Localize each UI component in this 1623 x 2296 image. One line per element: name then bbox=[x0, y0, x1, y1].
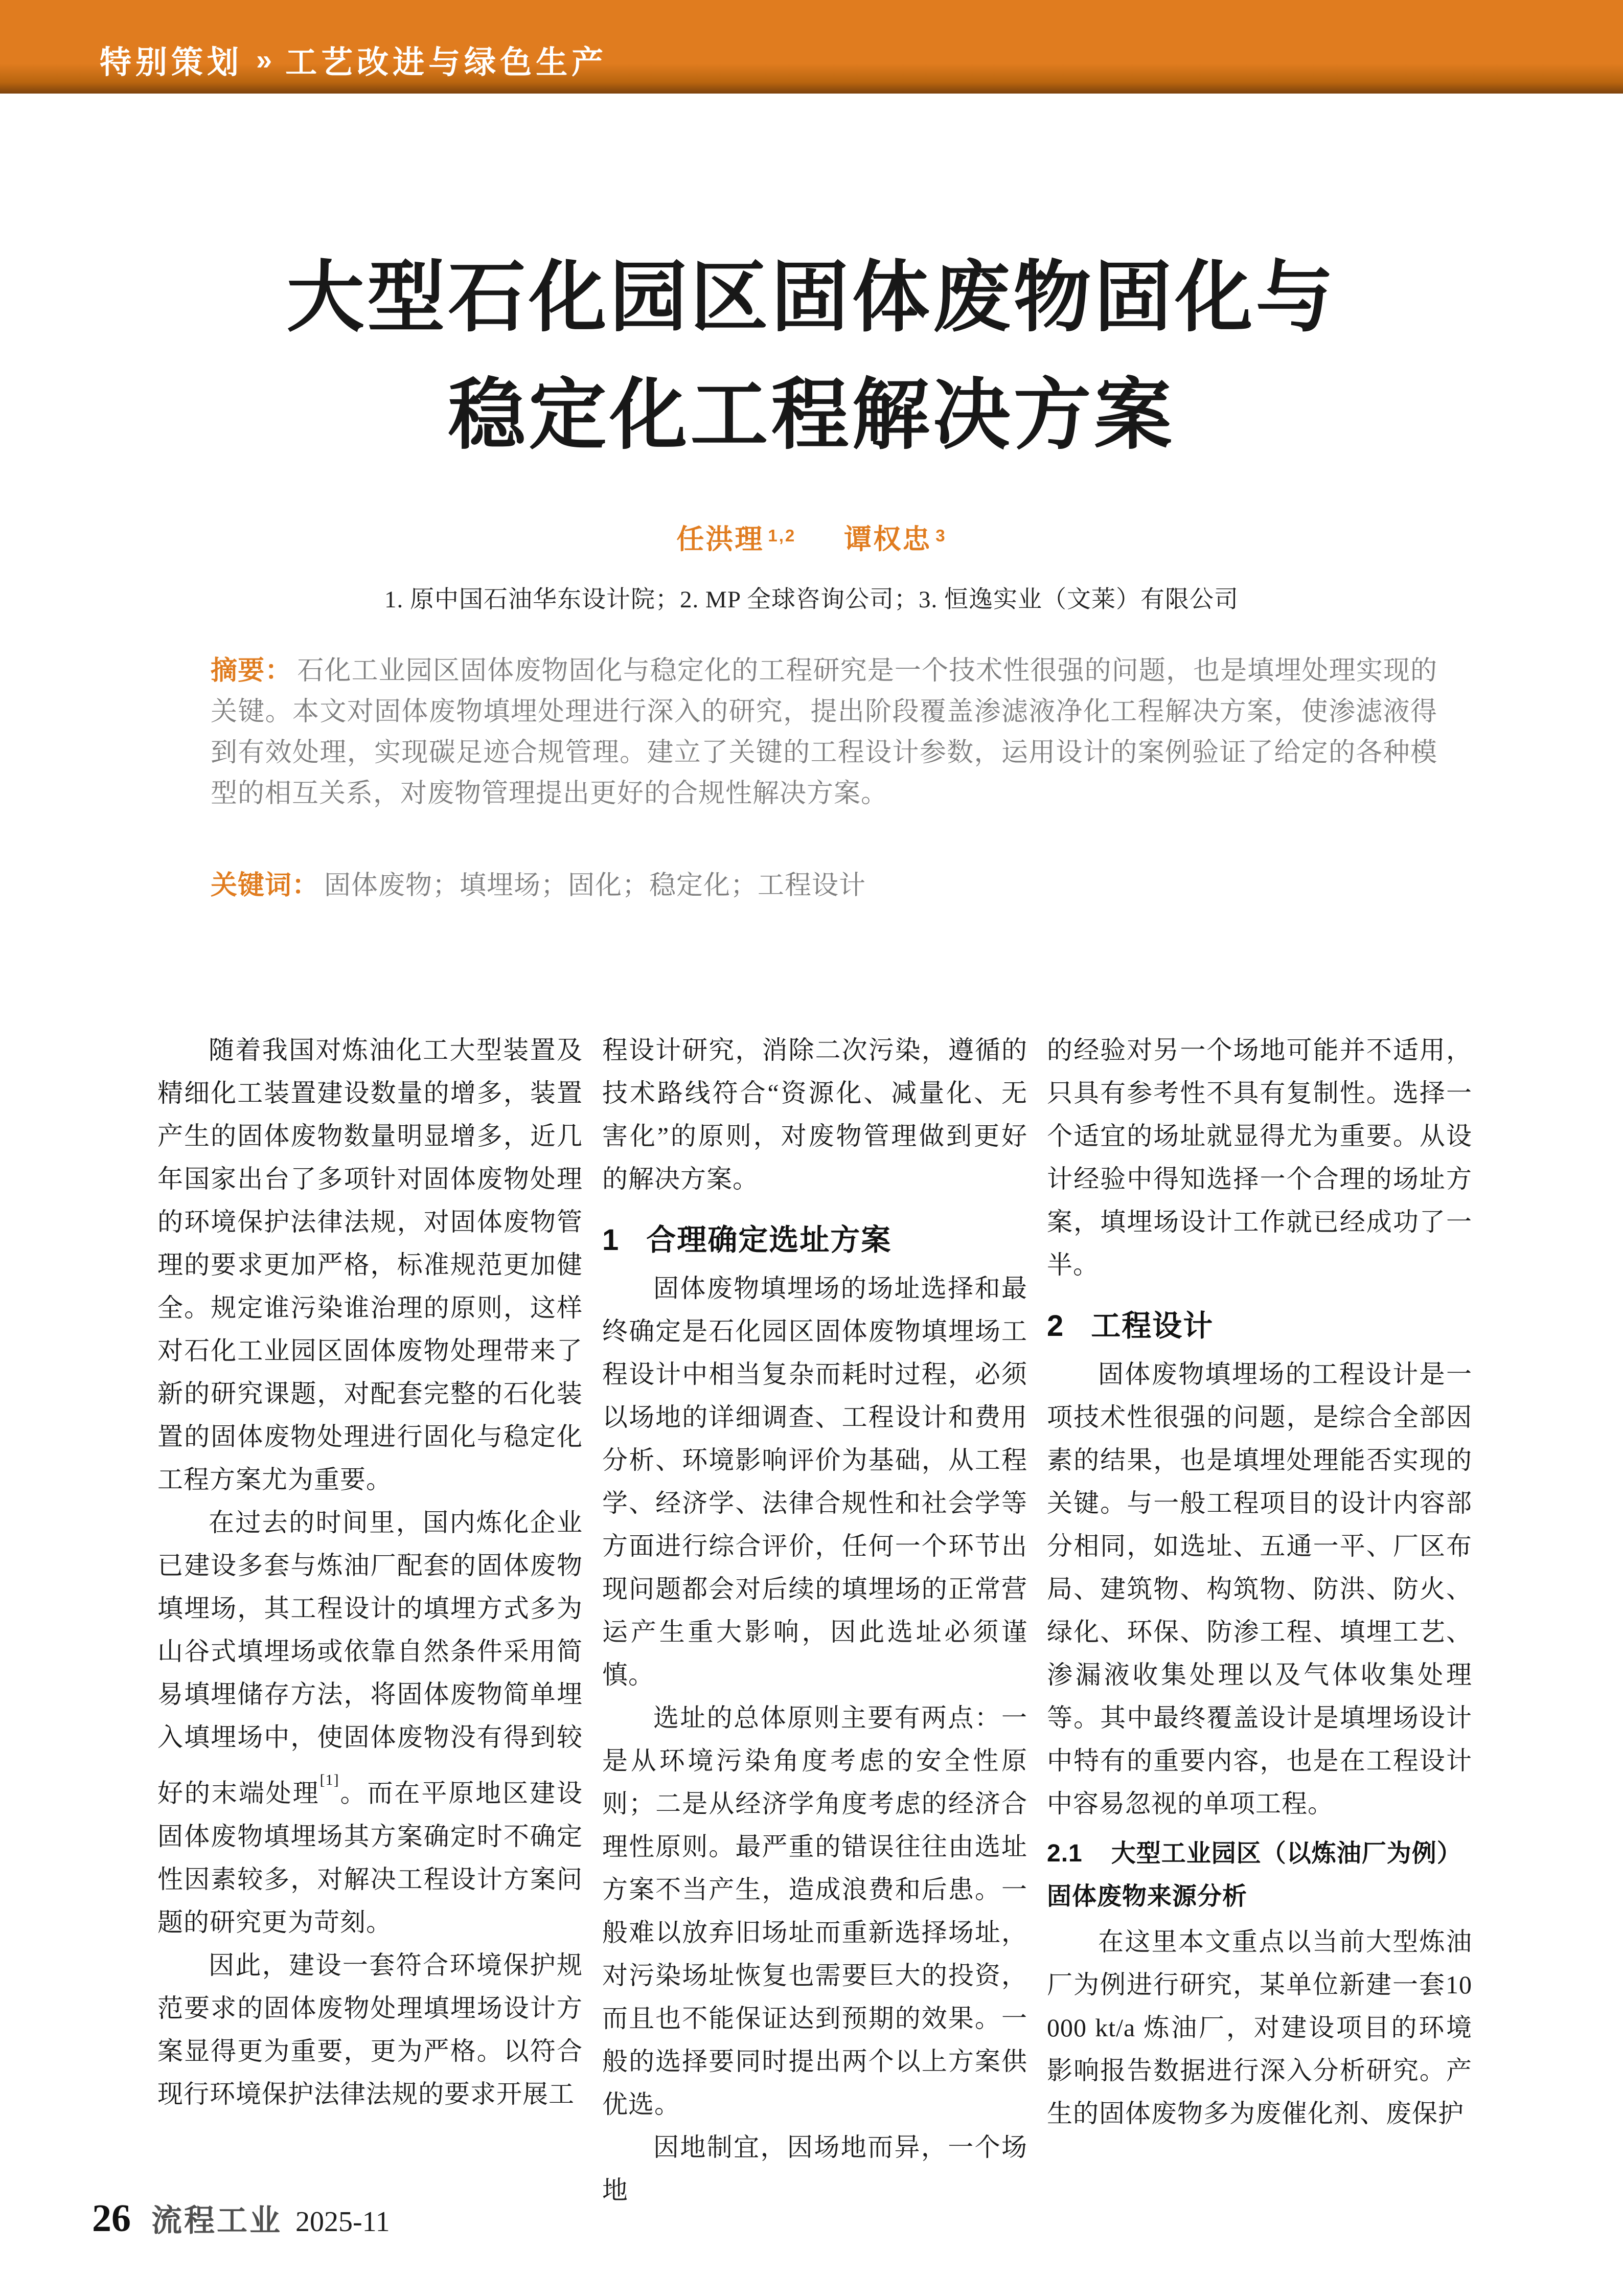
body-column-1 bbox=[157, 1029, 583, 2116]
header-section-label: 特别策划 bbox=[100, 45, 243, 80]
section-number: 1 bbox=[602, 1223, 620, 1257]
page-header-bar bbox=[0, 0, 1623, 94]
magazine-name: 流程工业 bbox=[151, 2204, 282, 2238]
paragraph: 固体废物填埋场的工程设计是一项技术性很强的问题，是综合全部因素的结果，也是填埋处理能否实现的关键。与一般工程项目的设计内容部分相同，如选址、五通一平、厂区布局、建筑物、构筑物、防洪、防火、绿化、环保、防渗工程、填埋工艺、渗漏液收集处理以及气体收集处理等。其中最终覆盖设计是填埋场设计中特有的重要内容，也是在工程设计中容易忽视的单项工程。 bbox=[1047, 1360, 1472, 1818]
paragraph-continuation: 程设计研究，消除二次污染，遵循的技术路线符合“资源化、减量化、无害化”的原则，对废物管理做到更好的解决方案。 bbox=[602, 1036, 1027, 1193]
header-topic-label: 工艺改进与绿色生产 bbox=[285, 45, 608, 80]
article-title bbox=[0, 239, 1623, 474]
keywords-block bbox=[211, 865, 1437, 906]
author-2-name: 谭权忠 bbox=[844, 524, 932, 555]
author-1 bbox=[676, 524, 796, 555]
author-1-name: 任洪理 bbox=[676, 524, 764, 555]
page-footer bbox=[92, 2196, 390, 2241]
author-1-affiliation-sup: 1,2 bbox=[768, 526, 796, 545]
reference-marker: [1] bbox=[319, 1771, 339, 1788]
chevron-right-icon: » bbox=[256, 43, 272, 76]
section-heading-2 bbox=[1047, 1307, 1472, 1346]
paragraph: 在这里本文重点以当前大型炼油厂为例进行研究，某单位新建一套10 000 kt/a 炼油厂，对建设项目的环境影响报告数据进行深入分析研究。产生的固体废物多为废催化剂、废保护 bbox=[1047, 1927, 1472, 2128]
body-column-2 bbox=[602, 1029, 1027, 2212]
keywords-text: 固体废物；填埋场；固化；稳定化；工程设计 bbox=[324, 871, 866, 900]
paragraph: 随着我国对炼油化工大型装置及精细化工装置建设数量的增多，装置产生的固体废物数量明显增多，近几年国家出台了多项针对固体废物处理的环境保护法律法规，对固体废物管理的要求更加严格，标准规范更加健全。规定谁污染谁治理的原则，这样对石化工业园区固体废物处理带来了新的研究课题，对配套完整的石化装置的固体废物处理进行固化与稳定化工程方案尤为重要。 bbox=[157, 1036, 583, 1494]
authors-line bbox=[0, 517, 1623, 557]
abstract-text: 石化工业园区固体废物固化与稳定化的工程研究是一个技术性很强的问题，也是填埋处理实现的关键。本文对固体废物填埋处理进行深入的研究，提出阶段覆盖渗滤液净化工程解决方案，使渗滤液得到有效处理，实现碳足迹合规管理。建立了关键的工程设计参数，运用设计的案例验证了给定的各种模型的相互关系，对废物管理提出更好的合规性解决方案。 bbox=[211, 656, 1437, 808]
paragraph: 固体废物填埋场的场址选择和最终确定是石化园区固体废物填埋场工程设计中相当复杂而耗时过程，必须以场地的详细调查、工程设计和费用分析、环境影响评价为基础，从工程学、经济学、法律合规性和社会学等方面进行综合评价，任何一个环节出现问题都会对后续的填埋场的正常营运产生重大影响，因此选址必须谨慎。 bbox=[602, 1274, 1027, 1689]
paragraph-continuation: 的经验对另一个场地可能并不适用，只具有参考性不具有复制性。选择一个适宜的场址就显得尤为重要。从设计经验中得知选择一个合理的场址方案，填埋场设计工作就已经成功了一半。 bbox=[1047, 1036, 1472, 1279]
section-title: 工程设计 bbox=[1091, 1309, 1214, 1343]
section-number: 2 bbox=[1047, 1309, 1065, 1343]
paragraph bbox=[157, 1501, 583, 1944]
header-rubric bbox=[100, 37, 607, 82]
subsection-title: 大型工业园区（以炼油厂为例）固体废物来源分析 bbox=[1047, 1840, 1462, 1910]
paragraph: 因地制宜，因场地而异，一个场地 bbox=[602, 2133, 1027, 2204]
issue-number: 2025-11 bbox=[295, 2206, 390, 2238]
body-column-3 bbox=[1047, 1029, 1472, 2135]
paragraph: 选址的总体原则主要有两点：一是从环境污染角度考虑的安全性原则；二是从经济学角度考虑的经济合理性原则。最严重的错误往往由选址方案不当产生，造成浪费和后患。一般难以放弃旧场址而重新选择场址，对污染场址恢复也需要巨大的投资，而且也不能保证达到预期的效果。一般的选择要同时提出两个以上方案供优选。 bbox=[602, 1703, 1027, 2119]
paragraph-text: 在过去的时间里，国内炼化企业已建设多套与炼油厂配套的固体废物填埋场，其工程设计的填埋方式多为山谷式填埋场或依靠自然条件采用简易填埋储存方法，将固体废物简单埋入填埋场中，使固体废物没有得到较好的末端处理 bbox=[157, 1508, 583, 1808]
keywords-label: 关键词： bbox=[211, 871, 319, 900]
section-title: 合理确定选址方案 bbox=[646, 1223, 892, 1257]
abstract-label: 摘要： bbox=[211, 656, 292, 686]
article-title-line1: 大型石化园区固体废物固化与 bbox=[286, 255, 1337, 341]
author-2 bbox=[844, 524, 946, 555]
page-number: 26 bbox=[92, 2197, 131, 2240]
paragraph: 因此，建设一套符合环境保护规范要求的固体废物处理填埋场设计方案显得更为重要，更为严格。以符合现行环境保护法律法规的要求开展工 bbox=[157, 1950, 583, 2108]
abstract-block bbox=[211, 650, 1437, 814]
section-heading-1 bbox=[602, 1221, 1027, 1260]
author-2-affiliation-sup: 3 bbox=[935, 526, 947, 545]
paragraph-text: 。而在平原地区建设固体废物填埋场其方案确定时不确定性因素较多，对解决工程设计方案问题的研究更为苛刻。 bbox=[157, 1779, 583, 1937]
article-title-line2: 稳定化工程解决方案 bbox=[448, 373, 1175, 459]
affiliations-line: 1. 原中国石油华东设计院；2. MP 全球咨询公司；3. 恒逸实业（文莱）有限公司 bbox=[384, 586, 1239, 613]
subsection-number: 2.1 bbox=[1047, 1840, 1083, 1867]
subsection-heading-2-1 bbox=[1047, 1832, 1472, 1918]
